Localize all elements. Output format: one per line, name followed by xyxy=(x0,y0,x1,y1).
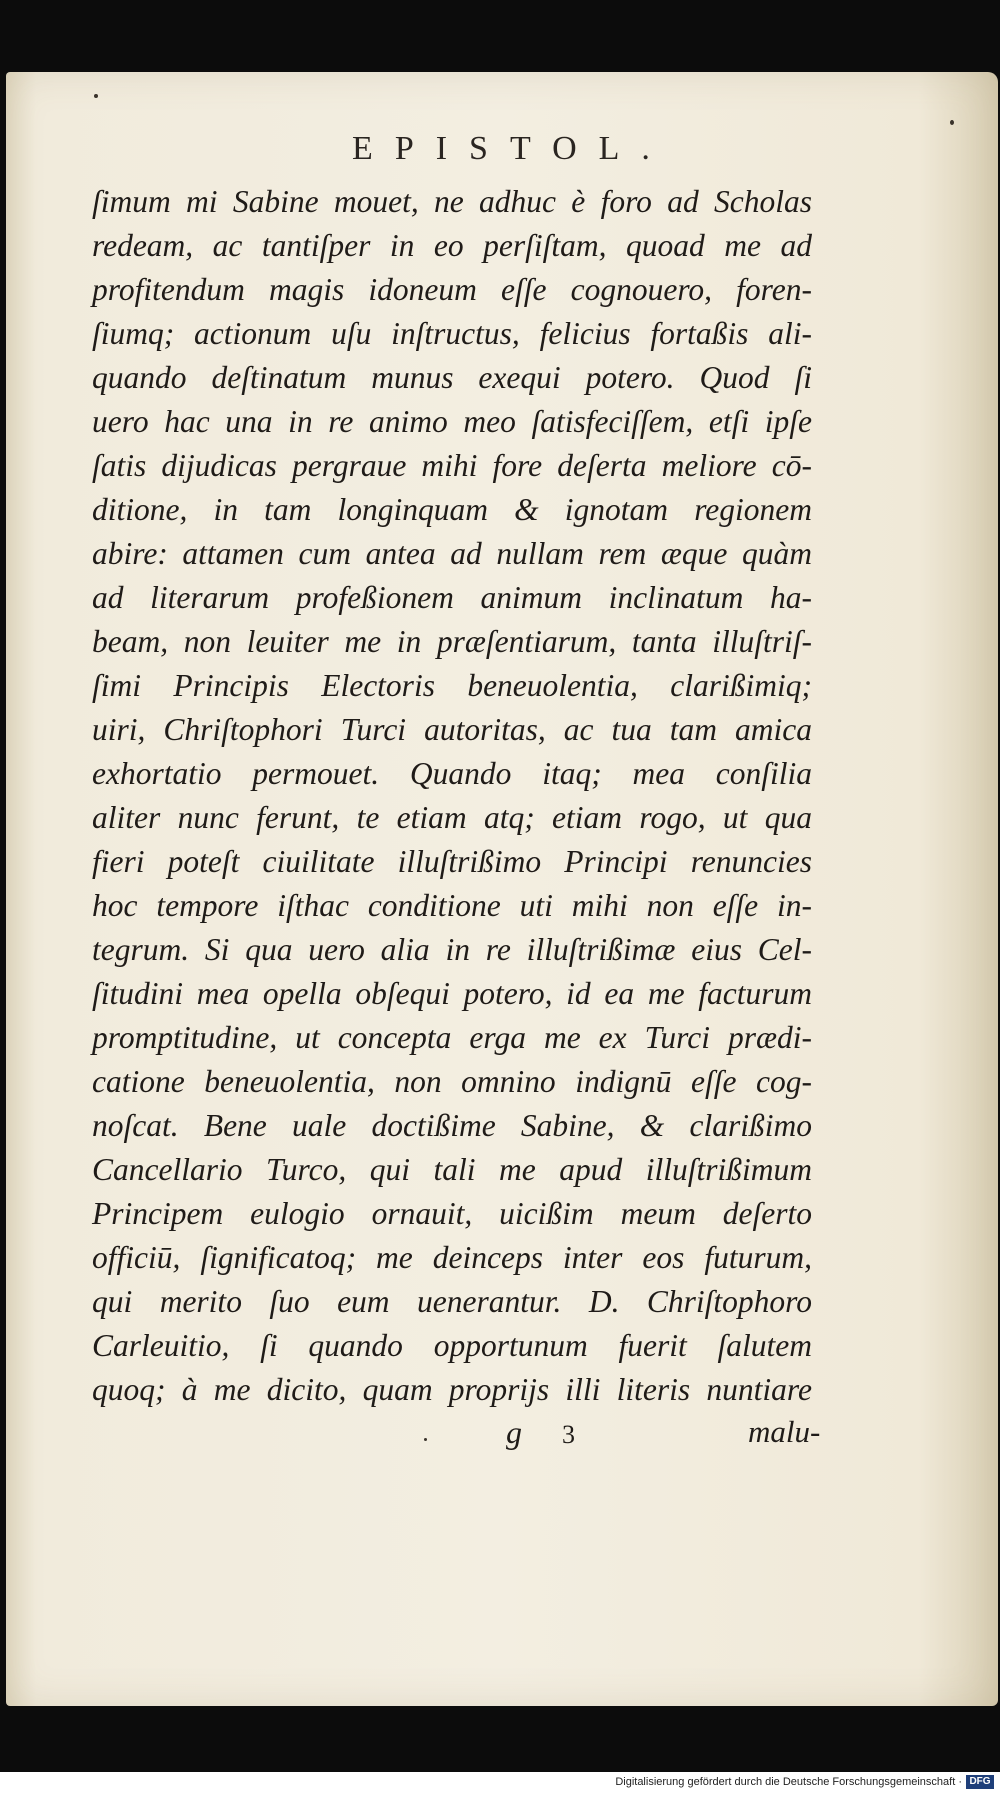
signature-number: 3 xyxy=(562,1420,575,1449)
footer-bar xyxy=(0,1772,1000,1794)
signature-mark xyxy=(506,1414,575,1451)
text-line: qui merito ſuo eum uenerantur. D. Chriſtophoro xyxy=(92,1284,812,1319)
text-line: quoq; à me dicito, quam proprijs illi literis nuntiare xyxy=(92,1372,812,1407)
text-line: noſcat. Bene uale doctißime Sabine, & clarißimo xyxy=(92,1108,812,1143)
text-line: ad literarum profeßionem animum inclinatum ha- xyxy=(92,580,812,615)
running-head: EPISTOL. xyxy=(352,130,672,167)
text-line: uero hac una in re animo meo ſatisfeciſſem, etſi ipſe xyxy=(92,404,812,439)
signature-letter: g xyxy=(506,1414,522,1450)
text-line: profitendum magis idoneum eſſe cognouero, foren- xyxy=(92,272,812,307)
text-line: beam, non leuiter me in præſentiarum, tanta illuſtriſ- xyxy=(92,624,812,659)
text-line: promptitudine, ut concepta erga me ex Turci prædi- xyxy=(92,1020,812,1055)
text-line: Carleuitio, ſi quando opportunum fuerit ſalutem xyxy=(92,1328,812,1363)
text-line: redeam, ac tantiſper in eo perſiſtam, quoad me ad xyxy=(92,228,812,263)
text-line: tegrum. Si qua uero alia in re illuſtrißimæ eius Cel- xyxy=(92,932,812,967)
text-line: ſimi Principis Electoris beneuolentia, clarißimiq; xyxy=(92,668,812,703)
book-page xyxy=(6,72,998,1706)
catchword: malu- xyxy=(748,1414,821,1449)
funding-credit: Digitalisierung gefördert durch die Deutsche Forschungsgemeinschaft · xyxy=(615,1776,962,1788)
paper-speck xyxy=(94,94,98,98)
text-line: exhortatio permouet. Quando itaq; mea conſilia xyxy=(92,756,812,791)
text-line: aliter nunc ferunt, te etiam atq; etiam rogo, ut qua xyxy=(92,800,812,835)
paper-speck xyxy=(424,1438,427,1441)
text-line: uiri, Chriſtophori Turci autoritas, ac tua tam amica xyxy=(92,712,812,747)
text-line: ſitudini mea opella obſequi potero, id ea me facturum xyxy=(92,976,812,1011)
text-line: hoc tempore iſthac conditione uti mihi non eſſe in- xyxy=(92,888,812,923)
text-line: ſimum mi Sabine mouet, ne adhuc è foro ad Scholas xyxy=(92,184,812,219)
text-line: Principem eulogio ornauit, uicißim meum deſerto xyxy=(92,1196,812,1231)
text-line: quando deſtinatum munus exequi potero. Quod ſi xyxy=(92,360,812,395)
dfg-logo: DFG xyxy=(966,1775,994,1789)
text-line: ditione, in tam longinquam & ignotam regionem xyxy=(92,492,812,527)
body-text xyxy=(92,180,812,1412)
text-line: fieri poteſt ciuilitate illuſtrißimo Principi renuncies xyxy=(92,844,812,879)
text-line: catione beneuolentia, non omnino indignū eſſe cog- xyxy=(92,1064,812,1099)
paper-speck xyxy=(950,120,954,125)
text-line: ſiumq; actionum uſu inſtructus, felicius fortaßis ali- xyxy=(92,316,812,351)
text-line: Cancellario Turco, qui tali me apud illuſtrißimum xyxy=(92,1152,812,1187)
text-line: ſatis dijudicas pergraue mihi fore deſerta meliore cō- xyxy=(92,448,812,483)
text-line: officiū, ſignificatoq; me deinceps inter eos futurum, xyxy=(92,1240,812,1275)
text-line: abire: attamen cum antea ad nullam rem æque quàm xyxy=(92,536,812,571)
